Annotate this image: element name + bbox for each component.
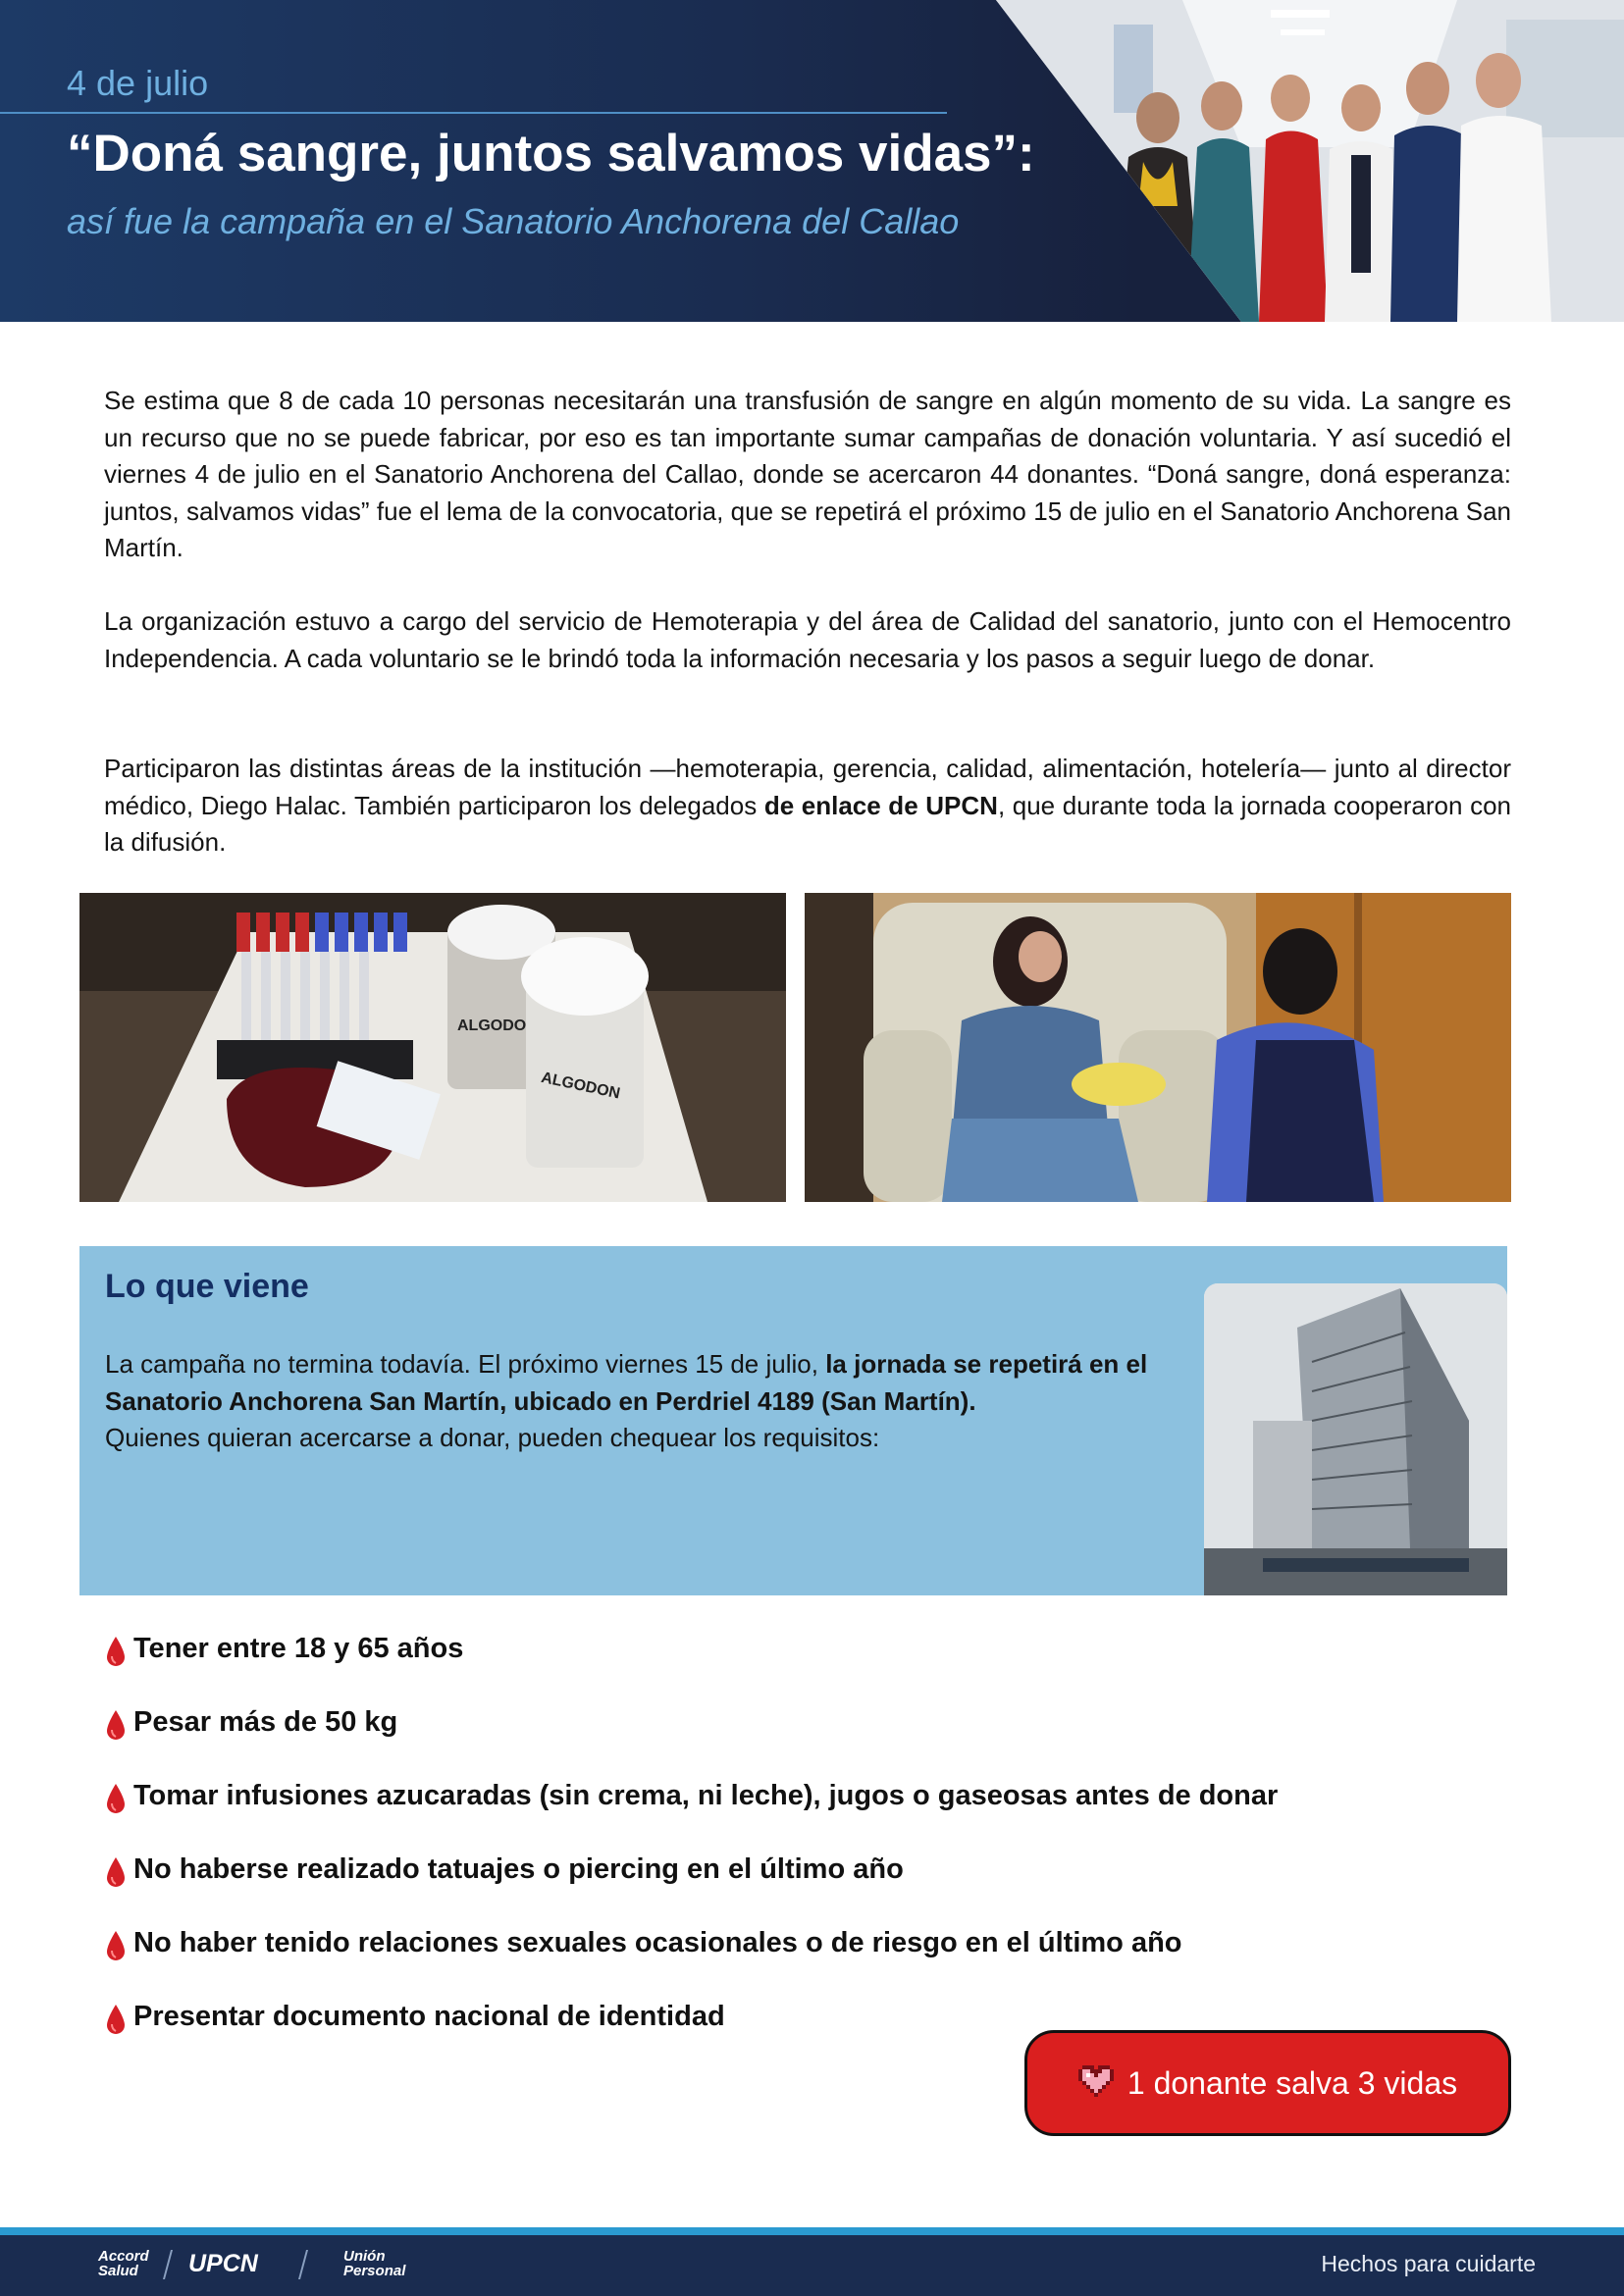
- footer-logo-separator: [298, 2250, 308, 2279]
- accord-logo-line-1: Accord: [98, 2248, 149, 2265]
- donor-slogan-text: 1 donante salva 3 vidas: [1126, 2064, 1458, 2101]
- upcoming-location-highlight: la jornada se repetirá en el Sanatorio Anchorena San Martín, ubicado en Perdriel 4189 (San Martín).: [105, 1349, 1148, 1416]
- requirements-list: [104, 1629, 1278, 2070]
- requirement-label: Pesar más de 50 kg: [133, 1706, 398, 1738]
- blood-drop-icon: [104, 1708, 128, 1742]
- page-subtitle: así fue la campaña en el Sanatorio Anchorena del Callao: [67, 201, 960, 241]
- upcn-delegates-highlight: de enlace de UPCN: [763, 790, 998, 820]
- upcoming-event-box: [79, 1246, 1507, 1595]
- blood-drop-icon: [104, 1929, 128, 1962]
- requirement-item: [104, 1850, 1278, 1923]
- union-logo-line-2: Personal: [343, 2263, 406, 2279]
- header-banner: [0, 0, 1624, 322]
- cotton-label-2: ALGODON: [539, 1069, 622, 1103]
- upcoming-text: [105, 1346, 1204, 1457]
- header-divider: [0, 112, 947, 114]
- participants-paragraph: [104, 751, 1511, 861]
- blood-supplies-photo: [79, 893, 786, 1202]
- requirement-label: Tener entre 18 y 65 años: [133, 1633, 464, 1664]
- blood-drop-icon: [104, 1782, 128, 1815]
- team-photo: [996, 0, 1624, 322]
- footer: [0, 2235, 1624, 2296]
- requirement-label: Presentar documento nacional de identidad: [133, 2001, 725, 2032]
- accord-salud-logo: [79, 2249, 149, 2278]
- intro-paragraph: Se estima que 8 de cada 10 personas necesitarán una transfusión de sangre en algún momento de su vida. La sangre es un recurso que no se puede fabricar, por eso es tan importante sumar campañas de donación voluntaria. Y así sucedió el viernes 4 de julio en el Sanatorio Anchorena del Callao, donde se acercaron 44 donantes. “Doná sangre, doná esperanza: juntos, salvamos vidas” fue el lema de la convocatoria, que se repetirá el próximo 15 de julio en el Sanatorio Anchorena San Martín.: [104, 386, 1511, 562]
- union-logo-line-1: Unión: [343, 2248, 386, 2265]
- requirement-item: [104, 1923, 1278, 1997]
- header-date: 4 de julio: [67, 63, 209, 103]
- donor-slogan-badge: [1024, 2030, 1511, 2136]
- requirement-label: No haberse realizado tatuajes o piercing en el último año: [133, 1853, 904, 1885]
- sanatorium-building-photo: [1204, 1283, 1507, 1595]
- union-personal-logo: [324, 2249, 405, 2278]
- page-title: “Doná sangre, juntos salvamos vidas”:: [67, 125, 1035, 183]
- requirement-label: Tomar infusiones azucaradas (sin crema, ni leche), jugos o gaseosas antes de donar: [133, 1780, 1279, 1811]
- requirement-item: [104, 1702, 1278, 1776]
- donor-photo: [805, 893, 1511, 1202]
- participants-text-2: , que durante toda la jornada cooperaron con la difusión.: [104, 790, 1511, 857]
- cotton-label-1: ALGODO: [457, 1018, 527, 1034]
- blood-drop-icon: [104, 1635, 128, 1668]
- upcoming-title: Lo que viene: [105, 1268, 309, 1305]
- accord-logo-line-2: Salud: [98, 2263, 138, 2279]
- upcoming-text-2: Quienes quieran acercarse a donar, pueden chequear los requisitos:: [105, 1423, 880, 1452]
- footer-tagline: Hechos para cuidarte: [1321, 2251, 1536, 2276]
- requirement-label: No haber tenido relaciones sexuales ocasionales o de riesgo en el último año: [133, 1927, 1182, 1958]
- footer-accent-strip: [0, 2227, 1624, 2235]
- upcoming-text-1: La campaña no termina todavía. El próximo viernes 15 de julio,: [105, 1349, 826, 1379]
- blood-drop-icon: [104, 2003, 128, 2036]
- requirement-item: [104, 1629, 1278, 1702]
- upcn-logo: UPCN: [188, 2250, 258, 2277]
- organization-paragraph: La organización estuvo a cargo del servicio de Hemoterapia y del área de Calidad del sanatorio, junto con el Hemocentro Independencia. A cada voluntario se le brindó toda la información necesaria y los pasos a seguir luego de donar.: [104, 606, 1511, 673]
- participants-text-1: Participaron las distintas áreas de la institución —hemoterapia, gerencia, calidad, alimentación, hotelería— junto al director médico, Diego Halac. También participaron los delegados: [104, 754, 1511, 820]
- pixel-heart-icon: [1078, 2065, 1118, 2101]
- blood-drop-icon: [104, 1855, 128, 1889]
- footer-logo-separator: [163, 2250, 173, 2279]
- requirement-item: [104, 1776, 1278, 1850]
